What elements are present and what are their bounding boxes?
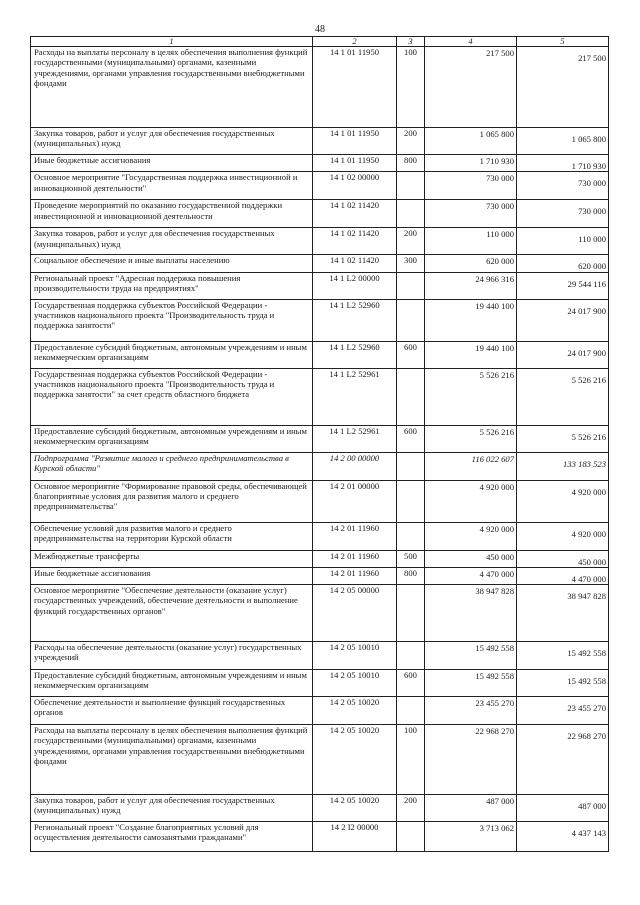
- row-code-cell: 14 2 01 11960: [313, 522, 397, 550]
- row-vr-cell: [397, 368, 425, 425]
- row-sum1-cell: 4 920 000: [425, 522, 517, 550]
- row-name-cell: Расходы на выплаты персоналу в целях обеспечения выполнения функций государственными (муниципальными) органами, казенными учреждениями, органами управления государственными внебюджетными фондами: [31, 725, 313, 795]
- row-sum1-cell: 38 947 828: [425, 585, 517, 642]
- row-name-cell: Предоставление субсидий бюджетным, автономным учреждениям и иным некоммерческим организациям: [31, 341, 313, 368]
- row-vr-cell: 200: [397, 228, 425, 255]
- row-sum1-cell: 23 455 270: [425, 697, 517, 725]
- row-vr-cell: [397, 522, 425, 550]
- row-vr-cell: [397, 272, 425, 299]
- table-row: [31, 155, 609, 172]
- row-vr-cell: 100: [397, 725, 425, 795]
- row-sum1-cell: 19 440 100: [425, 341, 517, 368]
- row-sum1-cell: 487 000: [425, 795, 517, 822]
- row-vr-cell: 500: [397, 550, 425, 567]
- row-name-cell: Закупка товаров, работ и услуг для обеспечения государственных (муниципальных) нужд: [31, 228, 313, 255]
- row-sum2-cell: 4 437 143: [517, 822, 609, 852]
- row-sum2-cell: 450 000: [517, 550, 609, 567]
- row-sum2-cell: 4 920 000: [517, 480, 609, 522]
- row-vr-cell: 200: [397, 795, 425, 822]
- table-row: [31, 642, 609, 670]
- row-code-cell: 14 2 I2 00000: [313, 822, 397, 852]
- row-sum2-cell: 29 544 116: [517, 272, 609, 299]
- row-code-cell: 14 1 02 00000: [313, 172, 397, 200]
- row-vr-cell: 300: [397, 255, 425, 272]
- row-sum2-cell: 730 000: [517, 200, 609, 228]
- row-code-cell: 14 2 00 00000: [313, 452, 397, 480]
- row-code-cell: 14 1 01 11950: [313, 128, 397, 155]
- page-number: 48: [315, 24, 325, 35]
- row-sum2-cell: 5 526 216: [517, 368, 609, 425]
- row-code-cell: 14 1 L2 52960: [313, 299, 397, 341]
- row-name-cell: Проведение мероприятий по оказанию государственной поддержки инвестиционной и инновационной деятельности: [31, 200, 313, 228]
- row-sum1-cell: 730 000: [425, 200, 517, 228]
- table-row: [31, 522, 609, 550]
- row-code-cell: 14 1 02 11420: [313, 200, 397, 228]
- table-row: [31, 795, 609, 822]
- table-row: [31, 128, 609, 155]
- row-vr-cell: 800: [397, 567, 425, 584]
- row-sum2-cell: 4 470 000: [517, 567, 609, 584]
- table-row: [31, 725, 609, 795]
- row-sum2-cell: 620 000: [517, 255, 609, 272]
- row-code-cell: 14 2 05 10010: [313, 670, 397, 697]
- table-row: [31, 299, 609, 341]
- row-sum1-cell: 116 022 607: [425, 452, 517, 480]
- row-sum1-cell: 5 526 216: [425, 368, 517, 425]
- row-sum1-cell: 22 968 270: [425, 725, 517, 795]
- row-sum2-cell: 5 526 216: [517, 425, 609, 452]
- table-row: [31, 550, 609, 567]
- row-code-cell: 14 2 01 00000: [313, 480, 397, 522]
- header-cell-sum2: 5: [517, 37, 609, 47]
- row-name-cell: Предоставление субсидий бюджетным, автономным учреждениям и иным некоммерческим организациям: [31, 670, 313, 697]
- row-vr-cell: [397, 172, 425, 200]
- row-name-cell: Обеспечение условий для развития малого и среднего предпринимательства на территории Курской области: [31, 522, 313, 550]
- row-sum2-cell: 1 065 800: [517, 128, 609, 155]
- table-row: [31, 425, 609, 452]
- row-code-cell: 14 2 05 10020: [313, 795, 397, 822]
- table-row: [31, 452, 609, 480]
- row-vr-cell: [397, 697, 425, 725]
- row-name-cell: Иные бюджетные ассигнования: [31, 155, 313, 172]
- row-sum1-cell: 1 710 930: [425, 155, 517, 172]
- row-sum2-cell: 487 000: [517, 795, 609, 822]
- row-sum1-cell: 217 500: [425, 47, 517, 128]
- row-code-cell: 14 2 05 10010: [313, 642, 397, 670]
- row-name-cell: Региональный проект "Адресная поддержка повышения производительности труда на предприятиях": [31, 272, 313, 299]
- row-name-cell: Подпрограмма "Развитие малого и среднего предпринимательства в Курской области": [31, 452, 313, 480]
- row-code-cell: 14 1 02 11420: [313, 255, 397, 272]
- budget-table: [30, 36, 609, 852]
- row-name-cell: Основное мероприятие "Обеспечение деятельности (оказание услуг) государственных учреждений, обеспечение деятельности и выполнение функций государственных органов": [31, 585, 313, 642]
- row-sum1-cell: 5 526 216: [425, 425, 517, 452]
- row-sum1-cell: 1 065 800: [425, 128, 517, 155]
- row-sum2-cell: 15 492 558: [517, 642, 609, 670]
- row-name-cell: Предоставление субсидий бюджетным, автономным учреждениям и иным некоммерческим организациям: [31, 425, 313, 452]
- table-row: [31, 272, 609, 299]
- row-name-cell: Государственная поддержка субъектов Российской Федерации - участников национального проекта "Производительность труда и поддержка занятости": [31, 299, 313, 341]
- row-name-cell: Иные бюджетные ассигнования: [31, 567, 313, 584]
- row-sum1-cell: 15 492 558: [425, 670, 517, 697]
- table-row: [31, 200, 609, 228]
- header-row: [31, 37, 609, 47]
- row-sum2-cell: 1 710 930: [517, 155, 609, 172]
- row-vr-cell: [397, 452, 425, 480]
- table-row: [31, 228, 609, 255]
- row-sum1-cell: 3 713 062: [425, 822, 517, 852]
- row-name-cell: Расходы на обеспечение деятельности (оказание услуг) государственных учреждений: [31, 642, 313, 670]
- row-vr-cell: 200: [397, 128, 425, 155]
- row-sum2-cell: 217 500: [517, 47, 609, 128]
- row-sum2-cell: 22 968 270: [517, 725, 609, 795]
- row-vr-cell: [397, 642, 425, 670]
- row-sum1-cell: 15 492 558: [425, 642, 517, 670]
- row-sum2-cell: 24 017 900: [517, 341, 609, 368]
- row-code-cell: 14 2 01 11960: [313, 567, 397, 584]
- row-vr-cell: [397, 200, 425, 228]
- table-row: [31, 697, 609, 725]
- row-name-cell: Закупка товаров, работ и услуг для обеспечения государственных (муниципальных) нужд: [31, 128, 313, 155]
- row-sum2-cell: 133 183 523: [517, 452, 609, 480]
- row-name-cell: Основное мероприятие "Формирование правовой среды, обеспечивающей благоприятные условия для развития малого и среднего предпринимательства": [31, 480, 313, 522]
- row-code-cell: 14 2 05 10020: [313, 697, 397, 725]
- table-row: [31, 585, 609, 642]
- row-code-cell: 14 1 01 11950: [313, 155, 397, 172]
- header-cell-code: 2: [313, 37, 397, 47]
- row-sum1-cell: 450 000: [425, 550, 517, 567]
- row-sum1-cell: 4 470 000: [425, 567, 517, 584]
- row-name-cell: Межбюджетные трансферты: [31, 550, 313, 567]
- row-sum1-cell: 4 920 000: [425, 480, 517, 522]
- row-name-cell: Государственная поддержка субъектов Российской Федерации - участников национального проекта "Производительность труда и поддержка занятости" за счет средств областного бюджета: [31, 368, 313, 425]
- row-code-cell: 14 1 L2 00000: [313, 272, 397, 299]
- header-cell-sum1: 4: [425, 37, 517, 47]
- row-sum2-cell: 110 000: [517, 228, 609, 255]
- row-code-cell: 14 1 L2 52961: [313, 368, 397, 425]
- table-row: [31, 822, 609, 852]
- row-vr-cell: [397, 480, 425, 522]
- row-name-cell: Расходы на выплаты персоналу в целях обеспечения выполнения функций государственными (муниципальными) органами, казенными учреждениями, органами управления государственными внебюджетными фондами: [31, 47, 313, 128]
- row-code-cell: 14 2 05 10020: [313, 725, 397, 795]
- table-row: [31, 480, 609, 522]
- row-sum2-cell: 730 000: [517, 172, 609, 200]
- row-sum2-cell: 4 920 000: [517, 522, 609, 550]
- table-row: [31, 341, 609, 368]
- row-vr-cell: [397, 299, 425, 341]
- row-code-cell: 14 1 L2 52960: [313, 341, 397, 368]
- row-sum1-cell: 110 000: [425, 228, 517, 255]
- row-name-cell: Социальное обеспечение и иные выплаты населению: [31, 255, 313, 272]
- table-row: [31, 368, 609, 425]
- row-sum2-cell: 23 455 270: [517, 697, 609, 725]
- row-vr-cell: 600: [397, 425, 425, 452]
- row-code-cell: 14 1 02 11420: [313, 228, 397, 255]
- header-cell-vr: 3: [397, 37, 425, 47]
- row-sum2-cell: 15 492 558: [517, 670, 609, 697]
- row-code-cell: 14 2 05 00000: [313, 585, 397, 642]
- row-vr-cell: [397, 822, 425, 852]
- row-sum1-cell: 19 440 100: [425, 299, 517, 341]
- row-vr-cell: 600: [397, 670, 425, 697]
- row-sum1-cell: 620 000: [425, 255, 517, 272]
- row-vr-cell: 100: [397, 47, 425, 128]
- table-row: [31, 670, 609, 697]
- row-code-cell: 14 1 L2 52961: [313, 425, 397, 452]
- row-code-cell: 14 1 01 11950: [313, 47, 397, 128]
- row-sum2-cell: 24 017 900: [517, 299, 609, 341]
- row-vr-cell: 800: [397, 155, 425, 172]
- row-vr-cell: 600: [397, 341, 425, 368]
- row-name-cell: Обеспечение деятельности и выполнение функций государственных органов: [31, 697, 313, 725]
- row-sum1-cell: 24 966 316: [425, 272, 517, 299]
- table-row: [31, 567, 609, 584]
- row-sum1-cell: 730 000: [425, 172, 517, 200]
- table-row: [31, 172, 609, 200]
- row-name-cell: Региональный проект "Создание благоприятных условий для осуществления деятельности самозанятыми гражданами": [31, 822, 313, 852]
- table-row: [31, 255, 609, 272]
- row-vr-cell: [397, 585, 425, 642]
- row-name-cell: Закупка товаров, работ и услуг для обеспечения государственных (муниципальных) нужд: [31, 795, 313, 822]
- row-code-cell: 14 2 01 11960: [313, 550, 397, 567]
- row-name-cell: Основное мероприятие "Государственная поддержка инвестиционной и инновационной деятельности": [31, 172, 313, 200]
- table-row: [31, 47, 609, 128]
- row-sum2-cell: 38 947 828: [517, 585, 609, 642]
- header-cell-name: 1: [31, 37, 313, 47]
